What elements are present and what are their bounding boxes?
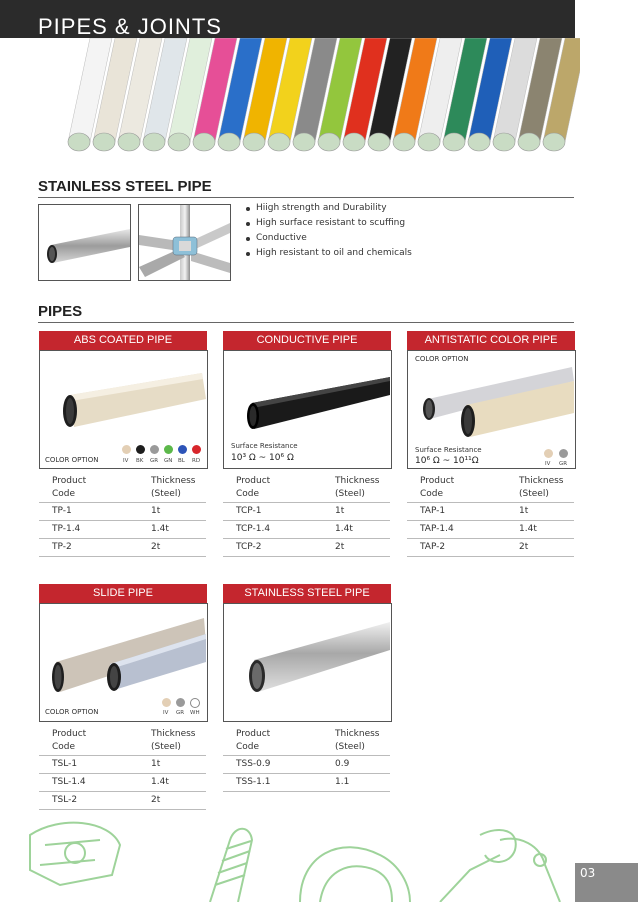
section-divider [38, 197, 574, 198]
card-title-abs: ABS COATED PIPE [39, 331, 207, 350]
card-title-antistatic: ANTISTATIC COLOR PIPE [407, 331, 575, 350]
swatch-gr [559, 449, 568, 458]
table-row: TSL-1 1t [39, 755, 206, 774]
decorative-joints-illustration [0, 815, 638, 902]
spec-table-abs [39, 473, 206, 555]
hero-pipe-end [243, 133, 265, 151]
col-header-thickness: Thickness [151, 476, 196, 486]
table-row: TSL-1.4 1.4t [39, 773, 206, 792]
table-row: TCP-1.4 1.4t [223, 520, 390, 539]
table-row: TP-1 1t [39, 502, 206, 521]
swatch-bl [178, 445, 187, 454]
hero-pipes-image [60, 38, 580, 156]
hero-pipe-end [543, 133, 565, 151]
feature-item: High resistant to oil and chemicals [246, 249, 412, 258]
swatch-label: GR [559, 461, 568, 467]
col-header-product: Product [52, 476, 87, 486]
hero-pipe-end [218, 133, 240, 151]
feature-item: Hiigh strength and Durability [246, 204, 412, 213]
table-row: TP-1.4 1.4t [39, 520, 206, 539]
table-row: TAP-1.4 1.4t [407, 520, 574, 539]
table-row: TAP-2 2t [407, 538, 574, 557]
color-option-label: COLOR OPTION [415, 355, 469, 363]
stainless-card-image-box [223, 603, 392, 722]
section-divider [38, 322, 574, 323]
section-title-stainless: STAINLESS STEEL PIPE [38, 178, 212, 195]
surface-resistance-value: 10⁶ Ω ~ 10¹¹Ω [415, 456, 479, 466]
hero-pipe-end [468, 133, 490, 151]
feature-item: Conductive [246, 234, 412, 243]
feature-item: High surface resistant to scuffing [246, 219, 412, 228]
swatch-label: BK [136, 458, 144, 464]
table-row: TAP-1 1t [407, 502, 574, 521]
hero-pipe-end [343, 133, 365, 151]
hero-pipe-end [393, 133, 415, 151]
table-row: TSL-2 2t [39, 791, 206, 810]
swatch-label: WH [190, 710, 200, 716]
hero-pipe-end [418, 133, 440, 151]
swatch-iv [544, 449, 553, 458]
spec-table-slide: Product Code Thickness (Steel) TSL-1 1t TSL-1.4 1.4t TSL-2 2t [39, 726, 206, 808]
table-row: TSS-1.1 1.1 [223, 773, 390, 792]
swatch-label: IV [163, 710, 169, 716]
table-row: TSS-0.9 0.9 [223, 755, 390, 774]
hero-pipe-end [143, 133, 165, 151]
table-row: TCP-1 1t [223, 502, 390, 521]
swatch-bk [136, 445, 145, 454]
table-row: TP-2 2t [39, 538, 206, 557]
surface-resistance-value: 10³ Ω ~ 10⁶ Ω [231, 453, 294, 463]
abs-pipe-image-box [39, 350, 208, 469]
swatch-label: RD [192, 458, 201, 464]
swatch-label: IV [123, 458, 129, 464]
hero-pipe-end [93, 133, 115, 151]
card-title-slide: SLIDE PIPE [39, 584, 207, 603]
hero-pipe-end [68, 133, 90, 151]
table-row: TCP-2 2t [223, 538, 390, 557]
spec-table-antistatic: Product Code Thickness (Steel) TAP-1 1t TAP-1.4 1.4t TAP-2 2t [407, 473, 574, 555]
hero-pipe-end [368, 133, 390, 151]
conductive-pipe-image-box [223, 350, 392, 469]
swatch-rd [192, 445, 201, 454]
hero-pipe-end [118, 133, 140, 151]
hero-pipe-end [293, 133, 315, 151]
hero-pipe-end [168, 133, 190, 151]
swatch-gr [176, 698, 185, 707]
hero-pipe-end [518, 133, 540, 151]
stainless-joint-photo [138, 204, 231, 281]
stainless-pipe-photo [38, 204, 131, 281]
hero-pipe-end [493, 133, 515, 151]
color-option-label: COLOR OPTION [45, 456, 99, 464]
page-title: PIPES & JOINTS [38, 14, 222, 39]
swatch-wh [190, 698, 200, 708]
hero-pipe-end [443, 133, 465, 151]
spec-table-conductive: Product Code Thickness (Steel) TCP-1 1t TCP-1.4 1.4t TCP-2 2t [223, 473, 390, 555]
page-number: 03 [580, 866, 596, 880]
swatch-label: GN [164, 458, 173, 464]
antistatic-pipe-image-box [407, 350, 576, 469]
col-header-code: Code [52, 489, 76, 499]
swatch-label: GR [176, 710, 185, 716]
card-title-conductive: CONDUCTIVE PIPE [223, 331, 391, 350]
feature-list [246, 204, 412, 264]
hero-pipe-end [318, 133, 340, 151]
swatch-iv [122, 445, 131, 454]
slide-pipe-image-box [39, 603, 208, 722]
swatch-label: GR [150, 458, 159, 464]
spec-table-stainless: Product Code Thickness (Steel) TSS-0.9 0.9 TSS-1.1 1.1 [223, 726, 390, 790]
hero-pipe-end [268, 133, 290, 151]
swatch-gr [150, 445, 159, 454]
col-header-steel: (Steel) [151, 489, 181, 499]
surface-resistance-label: Surface Resistance [415, 446, 482, 454]
swatch-label: BL [178, 458, 185, 464]
swatch-label: IV [545, 461, 551, 467]
color-option-label: COLOR OPTION [45, 708, 99, 716]
hero-pipe-end [193, 133, 215, 151]
card-title-stainless: STAINLESS STEEL PIPE [223, 584, 391, 603]
swatch-iv [162, 698, 171, 707]
section-title-pipes: PIPES [38, 303, 83, 320]
surface-resistance-label: Surface Resistance [231, 442, 298, 450]
swatch-gn [164, 445, 173, 454]
